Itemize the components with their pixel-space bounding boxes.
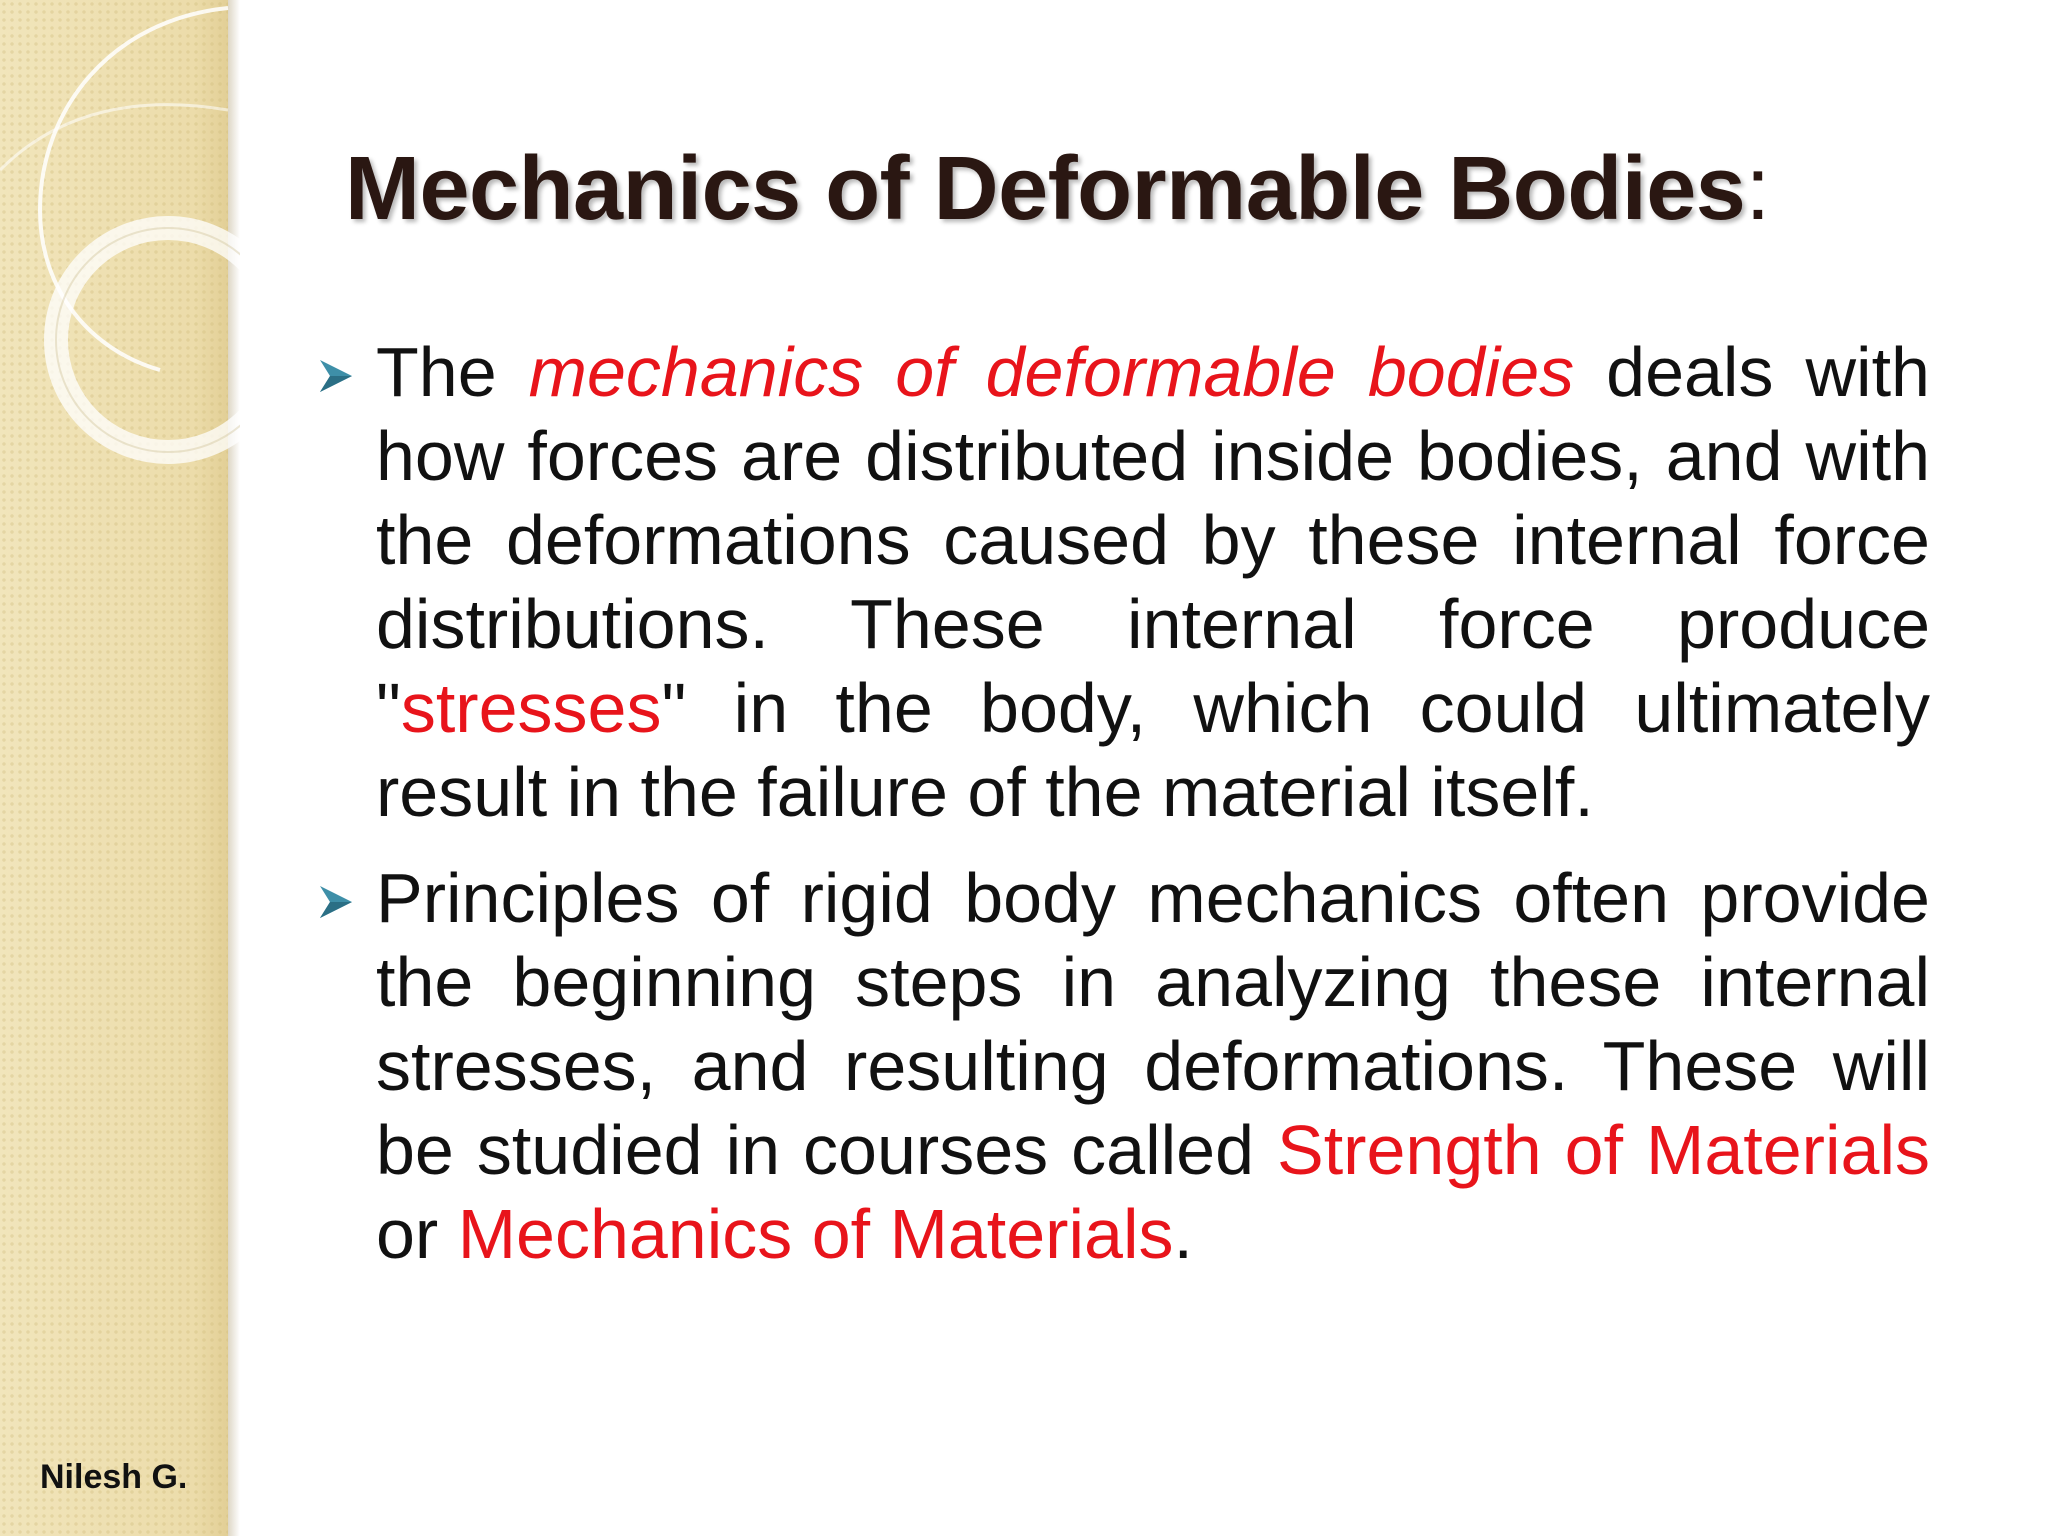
bullet-1-highlight-mechanics: mechanics of deformable bodies [528,333,1575,411]
bullet-1-text-c: " in the body, which could ultimately result in the failure of the material itself. [376,669,1930,831]
arrowhead-icon [316,358,356,394]
bullet-1-highlight-stresses: stresses [400,669,662,747]
bullet-2-text-c: . [1173,1195,1193,1273]
slide-title [345,138,1770,241]
bullet-2-highlight-strength: Strength of Materials [1277,1111,1930,1189]
bullet-list [316,330,1930,1298]
bullet-item-mechanics-definition [316,330,1930,834]
decorative-rings-icon [0,0,240,500]
slide-title-colon: : [1745,139,1770,239]
slide-title-text: Mechanics of Deformable Bodies [345,139,1746,239]
bullet-1-text-b: deals with how forces are distributed inside bodies, and with the deformations caused by these internal force distributions. These internal force produce " [376,333,1930,747]
arrowhead-icon [316,884,356,920]
bullet-2-highlight-mechanics-materials: Mechanics of Materials [457,1195,1174,1273]
bullet-2-text-a: Principles of rigid body mechanics often provide the beginning steps in analyzing these internal stresses, and resulting deformations. These will be studied in courses called [376,859,1930,1189]
bullet-2-text-b: or [376,1195,458,1273]
bullet-item-rigid-body-principles [316,856,1930,1276]
footer-author: Nilesh G. [40,1458,188,1496]
bullet-1-text-a: The [376,333,529,411]
